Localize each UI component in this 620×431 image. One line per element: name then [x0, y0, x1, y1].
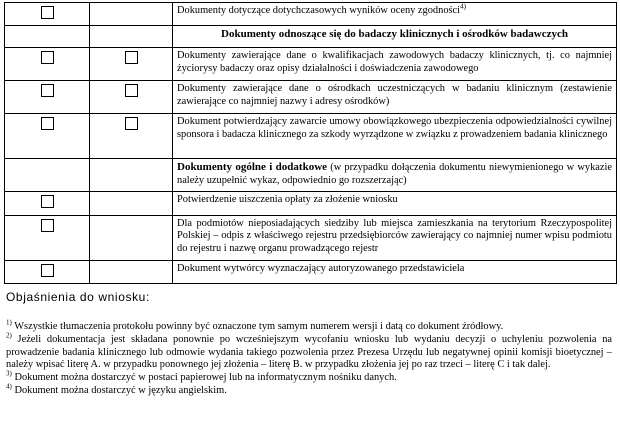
table-row	[5, 260, 617, 283]
section-heading-row	[5, 26, 617, 48]
checkbox[interactable]	[41, 264, 54, 277]
document-label: Dokument potwierdzający zawarcie umowy obowiązkowego ubezpieczenia odpowiedzialności cywilnej sponsora i badacza klinicznego za szkody wyrządzone w związku z prowadzeniem badania klinicznego	[173, 114, 617, 159]
empty-cell	[90, 159, 173, 192]
document-label: Potwierdzenie uiszczenia opłaty za złożenie wniosku	[173, 192, 617, 215]
checkbox-cell	[5, 215, 90, 260]
footnote-item: $^{3)}$ Dokument można dostarczyć w postaci papierowej lub na informatycznym nośniku danych.	[6, 369, 397, 384]
table-row	[5, 48, 617, 81]
table-row	[5, 215, 617, 260]
document-label: Dokumenty zawierające dane o kwalifikacjach zawodowych badaczy klinicznych, tj. co najmniej życiorysy badaczy oraz opisy działalności i doświadczenia zawodowego	[173, 48, 617, 81]
footnotes	[6, 318, 612, 398]
checkbox[interactable]	[41, 51, 54, 64]
footnote-ref: 4)	[460, 2, 466, 11]
checkbox[interactable]	[41, 219, 54, 232]
checkbox-cell	[5, 48, 90, 81]
section-heading: Dokumenty ogólne i dodatkowe (w przypadku dołączenia dokumentu niewymienionego w wykazie należy uzupełnić wykaz, odpowiednio go rozszerzając)	[173, 159, 617, 192]
explanations-title: Objaśnienia do wniosku:	[6, 290, 150, 304]
empty-cell	[90, 260, 173, 283]
document-checklist-table	[4, 2, 617, 284]
empty-cell	[5, 159, 90, 192]
section-heading-row	[5, 159, 617, 192]
checkbox-cell	[90, 81, 173, 114]
checkbox[interactable]	[125, 84, 138, 97]
document-label: Dla podmiotów nieposiadających siedziby lub miejsca zamieszkania na terytorium Rzeczypospolitej Polskiej – odpis z właściwego rejestru przedsiębiorców zawierający co najmniej numer wpisu podmiotu do rejestru i nazwę organu prowadzącego rejestr	[173, 215, 617, 260]
checkbox-cell	[5, 260, 90, 283]
checkbox-cell	[90, 48, 173, 81]
checkbox[interactable]	[41, 195, 54, 208]
document-label: Dokument wytwórcy wyznaczający autoryzowanego przedstawiciela	[173, 260, 617, 283]
checkbox[interactable]	[125, 51, 138, 64]
checkbox-cell	[5, 81, 90, 114]
footnote-number: 1)	[6, 318, 12, 327]
checkbox[interactable]	[41, 6, 54, 19]
footnote-number: 2)	[6, 331, 12, 340]
document-label: Dokumenty dotyczące dotychczasowych wyników oceny zgodności$^{4)}$	[173, 3, 617, 26]
table-row	[5, 114, 617, 159]
footnote-item: $^{1)}$ Wszystkie tłumaczenia protokołu powinny być oznaczone tym samym numerem wersji i datą co dokument źródłowy.	[6, 318, 504, 332]
checkbox-cell	[90, 114, 173, 159]
empty-cell	[90, 192, 173, 215]
checkbox-cell	[5, 114, 90, 159]
section-heading: Dokumenty odnoszące się do badaczy klinicznych i ośrodków badawczych	[173, 26, 617, 48]
checkbox-cell	[5, 3, 90, 26]
checkbox[interactable]	[125, 117, 138, 130]
footnote-item: $^{2)}$ Jeżeli dokumentacja jest składana ponownie po wcześniejszym wycofaniu wniosku lub wydaniu decyzji o uchyleniu pozwolenia na prowadzenie badania klinicznego lub odmowie wydania takiego pozwolenia przez Prezesa Urzędu lub negatywnej opinii komisji bioetycznej – należy wpisać literę A. w przypadku ponownego jej złożenia – literę B. w przypadku złożenia jej po raz trzeci – literę C i tak dalej.	[6, 331, 612, 370]
table-row	[5, 81, 617, 114]
empty-cell	[90, 215, 173, 260]
document-label: Dokumenty zawierające dane o ośrodkach uczestniczących w badaniu klinicznym (zestawienie zawierające co najmniej nazwy i adresy ośrodków)	[173, 81, 617, 114]
empty-cell	[5, 26, 90, 48]
empty-cell	[90, 26, 173, 48]
empty-cell	[90, 3, 173, 26]
checkbox-cell	[5, 192, 90, 215]
footnote-item: $^{4)}$ Dokument można dostarczyć w języku angielskim.	[6, 383, 227, 397]
footnote-number: 4)	[6, 383, 12, 392]
footnote-number: 3)	[6, 369, 12, 378]
table-row	[5, 3, 617, 26]
checkbox[interactable]	[41, 84, 54, 97]
checkbox[interactable]	[41, 117, 54, 130]
table-row	[5, 192, 617, 215]
